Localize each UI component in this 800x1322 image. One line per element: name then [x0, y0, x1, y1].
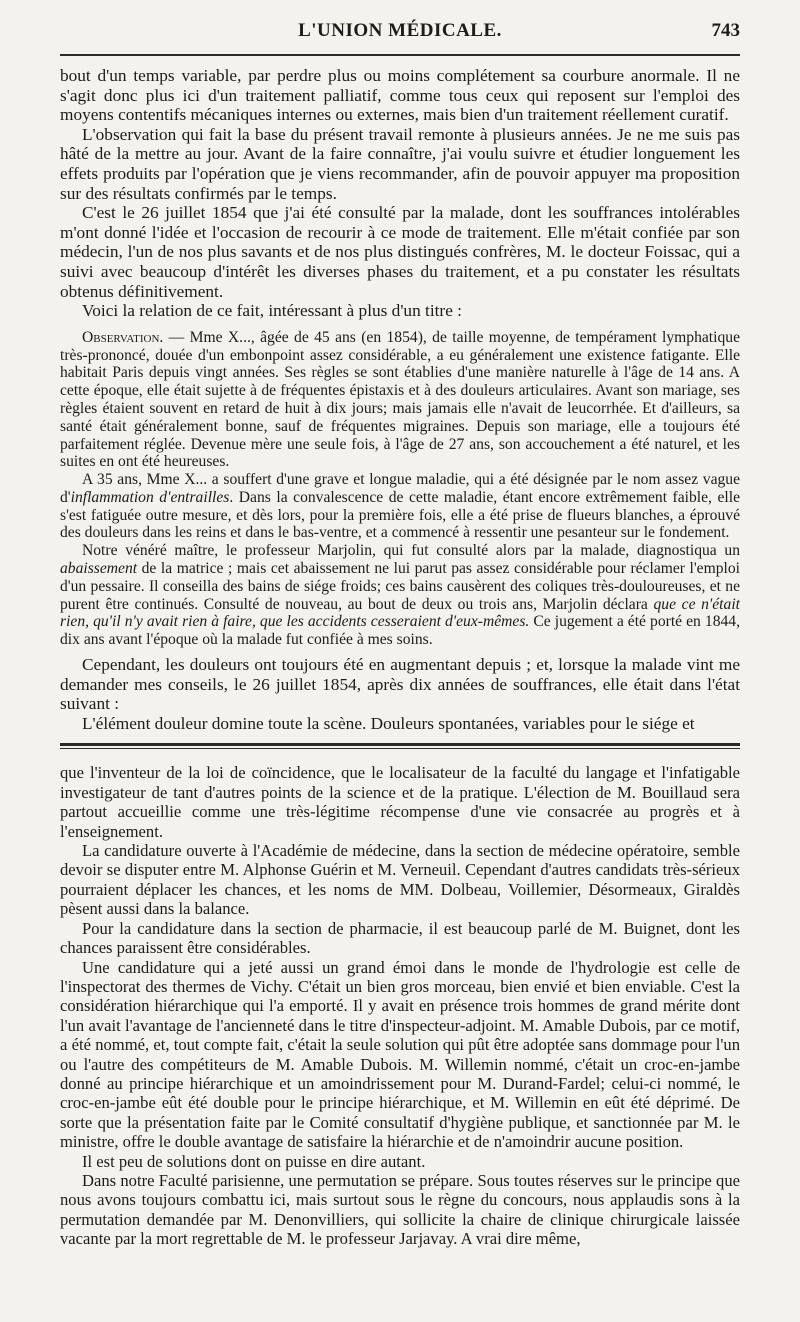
paragraph: C'est le 26 juillet 1854 que j'ai été consulté par la malade, dont les souffrances intolérables m'ont donné l'idée et l'occasion de recourir à ce mode de traitement. Elle m'était confiée par son médecin, l'un de nos plus savants et de nos plus distingués confrères, M. le docteur Foissac, qui a suivi avec beaucoup d'intérêt les diverses phases du traitement, et a pu constater les résultats obtenus définitivement.	[60, 203, 740, 301]
feuilleton-rule	[60, 743, 740, 746]
article-body-continued	[60, 655, 740, 733]
observation-label: Observation.	[82, 328, 164, 346]
paragraph: Cependant, les douleurs ont toujours été en augmentant depuis ; et, lorsque la malade vint me demander mes conseils, le 26 juillet 1854, après dix années de souffrances, elle était dans l'état suivant :	[60, 655, 740, 714]
italic-term: inflammation d'entrailles	[70, 488, 230, 506]
paragraph: La candidature ouverte à l'Académie de médecine, dans la section de médecine opératoire, semble devoir se disputer entre M. Alphonse Guérin et M. Verneuil. Cependant d'autres candidats très-sérieux pourraient déplacer les chances, et les noms de MM. Dolbeau, Voillemier, Désormeaux, Giraldès pèsent aussi dans la balance.	[60, 841, 740, 919]
feuilleton-body	[60, 763, 740, 1248]
paragraph: que l'inventeur de la loi de coïncidence, que le localisateur de la faculté du langage et l'infatigable investigateur de tant d'autres points de la science et de la pratique. L'élection de M. Bouillaud sera partout accueillie comme une très-légitime récompense d'une vie consacrée au progrès et à l'enseignement.	[60, 763, 740, 841]
page	[60, 18, 740, 1249]
observation-block	[60, 329, 740, 649]
text-run: Notre vénéré maître, le professeur Marjolin, qui fut consulté alors par la malade, diagnostiqua un	[82, 542, 740, 560]
paragraph: Il est peu de solutions dont on puisse en dire autant.	[82, 1151, 426, 1171]
paragraph: Voici la relation de ce fait, intéressant à plus d'un titre :	[82, 301, 462, 321]
text-run: de la matrice ; mais cet abaissement ne lui parut pas assez considérable pour réclamer l'emploi d'un pessaire. Il conseilla des bains de siége froids; ces bains causèrent des coliques très-douloureuses, et ne purent être continués. Consulté de nouveau, au bout de deux ou trois ans, Marjolin déclara	[60, 560, 740, 613]
paragraph: L'élément douleur domine toute la scène. Douleurs spontanées, variables pour le siége et	[82, 713, 695, 733]
text-run: . Dans la convalescence de cette maladie, étant encore extrêmement faible, elle s'est fatiguée outre mesure, et dès lors, pour la première fois, elle a été prise de flueurs blanches, a éprouvé des douleurs dans les reins et dans le bas-ventre, et a commencé à ressentir une pesanteur sur le fondement.	[60, 488, 740, 542]
paragraph: Une candidature qui a jeté aussi un grand émoi dans le monde de l'hydrologie est celle de l'inspectorat des thermes de Vichy. C'était un bien gros morceau, bien envié et bien enviable. C'est la considération hiérarchique qui l'a emporté. Il y avait en présence trois hommes de grand mérite dont l'un avait l'avantage de l'ancienneté dans le titre d'inspecteur-adjoint. M. Amable Dubois, par ce motif, a été nommé, et, tout compte fait, c'était la seule solution qui pût être adoptée sans dommage pour l'un ou l'autre des compétiteurs de M. Amable Dubois. M. Willemin nommé, c'était un croc-en-jambe donné au principe hiérarchique et un amoindrissement pour M. Durand-Fardel; celui-ci nommé, le croc-en-jambe eût été double pour le principe hiérarchique, et M. Willemin en eût été déprimé. De sorte que la présentation faite par le Comité consultatif d'hygiène publique, et sanctionnée par M. le ministre, offre le double avantage de satisfaire la hiérarchie et de n'amoindrir aucune position.	[60, 957, 740, 1152]
paragraph: Pour la candidature dans la section de pharmacie, il est beaucoup parlé de M. Buignet, dont les chances paraissent être considérables.	[60, 918, 740, 958]
italic-term: abaissement	[60, 560, 138, 578]
italic-quote: que ce n'était rien, qu'il n'y avait rien à faire, que les accidents cesseraient d'eux-mêmes.	[60, 595, 740, 631]
page-number: 743	[711, 20, 740, 41]
text-run: Ce jugement a été porté en 1844, dix ans avant l'époque où la malade fut confiée à mes soins.	[60, 613, 740, 649]
header-rule	[60, 54, 740, 56]
paragraph: Dans notre Faculté parisienne, une permutation se prépare. Sous toutes réserves sur le principe que nous avons toujours combattu ici, mais surtout sous le règne du concours, nous applaudis sons à la permutation demandée par M. Denonvilliers, qui sollicite la chaire de clinique chirurgicale laissée vacante par la mort regrettable de M. le professeur Jarjavay. A vrai dire même,	[60, 1170, 740, 1249]
observation-paragraph	[60, 542, 740, 649]
feuilleton-rule-thin	[60, 748, 740, 749]
observation-text: — Mme X..., âgée de 45 ans (en 1854), de taille moyenne, de tempérament lymphatique très-prononcé, douée d'un embonpoint assez considérable, a eu généralement une existence fatigante. Elle habitait Paris depuis vingt années. Ses règles se sont établies d'une manière naturelle à l'âge de 14 ans. A cette époque, elle était sujette à de fréquentes épistaxis et à des douleurs articulaires. Avant son mariage, ses règles étaient souvent en retard de huit à dix jours; mais jamais elle n'avait de leucorrhée. Et d'ailleurs, sa santé était généralement bonne, sauf de fréquentes migraines. Depuis son mariage, elle a toujours été parfaitement réglée. Devenue mère une seule fois, à l'âge de 27 ans, son accouchement a été naturel, et les suites en ont été heureuses.	[60, 328, 740, 471]
running-title: L'UNION MÉDICALE.	[298, 20, 502, 41]
page-header	[60, 18, 740, 48]
text-run: A 35 ans, Mme X... a souffert d'une grave et longue maladie, qui a été désignée par le nom assez vague d'	[60, 471, 740, 506]
observation-paragraph	[60, 329, 740, 471]
paragraph: bout d'un temps variable, par perdre plus ou moins complétement sa courbure anormale. Il ne s'agit donc plus ici d'un traitement palliatif, comme tous ceux qui reposent sur l'emploi des moyens contentifs mécaniques internes ou externes, mais bien d'un traitement réellement curatif.	[60, 66, 740, 125]
observation-paragraph	[60, 471, 740, 542]
paragraph: L'observation qui fait la base du présent travail remonte à plusieurs années. Je ne me suis pas hâté de la mettre au jour. Avant de la faire connaître, j'ai voulu suivre et étudier longuement les effets produits par l'opération que je viens recommander, afin de pouvoir appuyer ma proposition sur des résultats confirmés par le temps.	[60, 124, 740, 203]
article-body	[60, 66, 740, 321]
